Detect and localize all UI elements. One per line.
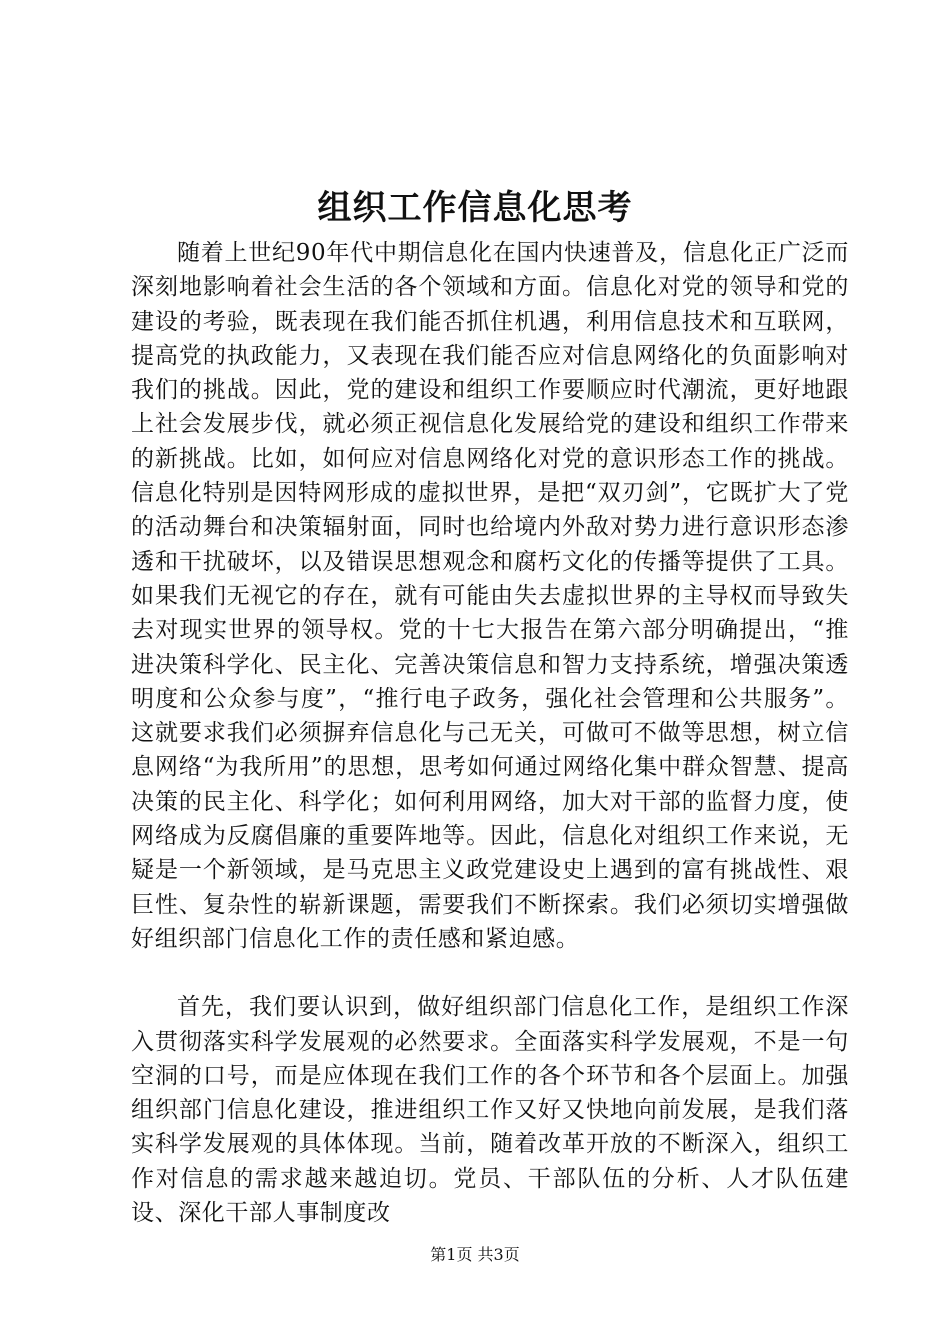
page-footer: 第1页 共3页 <box>430 1245 520 1264</box>
paragraph-1: 随着上世纪90年代中期信息化在国内快速普及，信息化正广泛而深刻地影响着社会生活的各个领域和方面。信息化对党的领导和党的建设的考验，既表现在我们能否抓住机遇，利用信息技术和互联网，提高党的执政能力，又表现在我们能否应对信息网络化的负面影响对我们的挑战。因此，党的建设和组织工作要顺应时代潮流，更好地跟上社会发展步伐，就必须正视信息化发展给党的建设和组织工作带来的新挑战。比如，如何应对信息网络化对党的意识形态工作的挑战。信息化特别是因特网形成的虚拟世界，是把“双刃剑”，它既扩大了党的活动舞台和决策辐射面，同时也给境内外敌对势力进行意识形态渗透和干扰破坏，以及错误思想观念和腐朽文化的传播等提供了工具。如果我们无视它的存在，就有可能由失去虚拟世界的主导权而导致失去对现实世界的领导权。党的十七大报告在第六部分明确提出，“推进决策科学化、民主化、完善决策信息和智力支持系统，增强决策透明度和公众参与度”，“推行电子政务，强化社会管理和公共服务”。这就要求我们必须摒弃信息化与己无关，可做可不做等思想，树立信息网络“为我所用”的思想，思考如何通过网络化集中群众智慧、提高决策的民主化、科学化；如何利用网络，加大对干部的监督力度，使网络成为反腐倡廉的重要阵地等。因此，信息化对组织工作来说，无疑是一个新领域，是马克思主义政党建设史上遇到的富有挑战性、艰巨性、复杂性的崭新课题，需要我们不断探索。我们必须切实增强做好组织部门信息化工作的责任感和紧迫感。 <box>131 240 849 952</box>
document-title: 组织工作信息化思考 <box>317 188 633 228</box>
document-body <box>131 236 849 1230</box>
paragraph-2: 首先，我们要认识到，做好组织部门信息化工作，是组织工作深入贯彻落实科学发展观的必然要求。全面落实科学发展观，不是一句空洞的口号，而是应体现在我们工作的各个环节和各个层面上。加强组织部门信息化建设，推进组织工作又好又快地向前发展，是我们落实科学发展观的具体体现。当前，随着改革开放的不断深入，组织工作对信息的需求越来越迫切。党员、干部队伍的分析、人才队伍建设、深化干部人事制度改 <box>131 994 849 1227</box>
